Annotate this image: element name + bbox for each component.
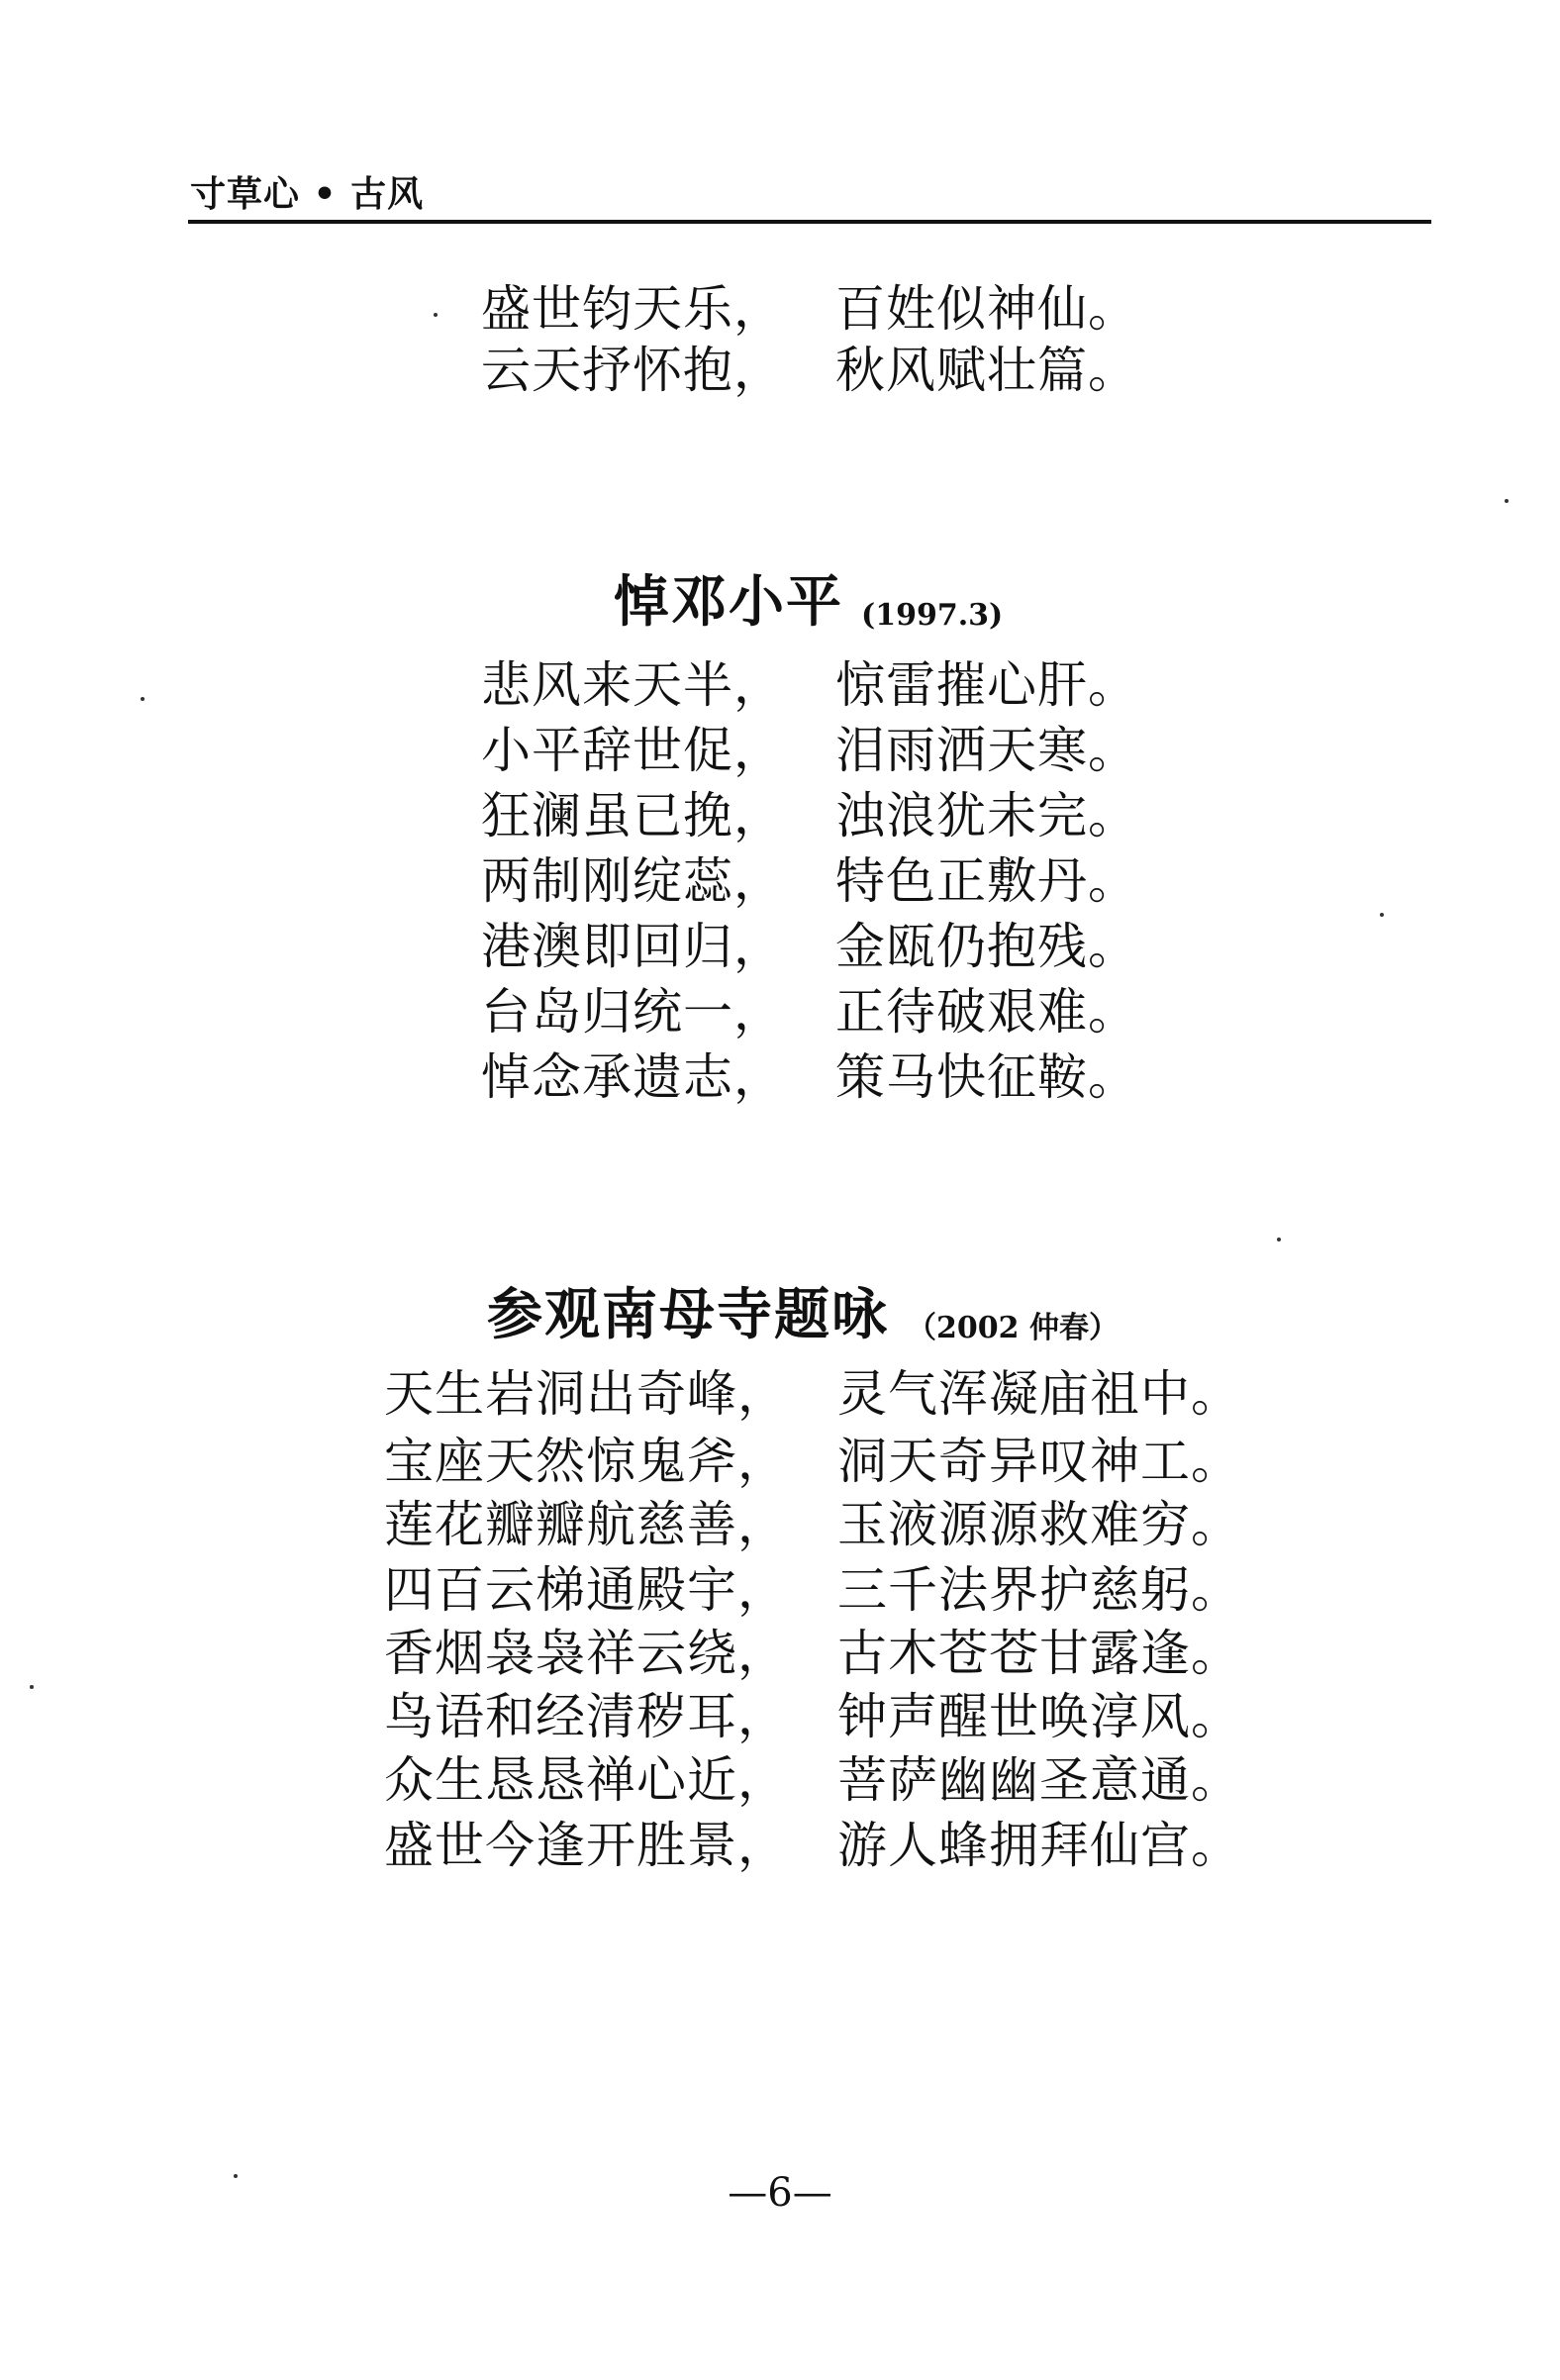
- verse-first-half: 香烟袅袅祥云绕，: [384, 1625, 788, 1682]
- scan-speck: [30, 1685, 34, 1689]
- scan-speck: [141, 697, 145, 701]
- verse-first-half: 港澳即回归，: [481, 918, 784, 975]
- verse-first-half: 众生恳恳禅心近，: [384, 1751, 788, 1809]
- verse-second-half: 策马快征鞍。: [835, 1048, 1138, 1106]
- verse-first-half: 小平辞世促，: [481, 722, 784, 779]
- verse-first-half: 盛世钧天乐，: [481, 280, 784, 338]
- poem-title: 悼邓小平: [614, 570, 843, 635]
- poem-date: (1997.3): [861, 598, 1004, 633]
- verse-second-half: 灵气浑凝庙祖中。: [837, 1365, 1241, 1423]
- verse-second-half: 古木苍苍甘露逢。: [837, 1625, 1241, 1682]
- verse-first-half: 悲风来天半，: [481, 656, 784, 714]
- verse-second-half: 洞天奇异叹神工。: [837, 1433, 1241, 1490]
- verse-first-half: 台岛归统一，: [481, 983, 784, 1041]
- verse-second-half: 百姓似神仙。: [835, 280, 1138, 338]
- verse-second-half: 特色正敷丹。: [835, 852, 1138, 910]
- poem-title-row: [487, 1271, 1119, 1350]
- poem-title: 参观南母寺题咏: [487, 1283, 889, 1347]
- verse-second-half: 泪雨洒天寒。: [835, 722, 1138, 779]
- verse-second-half: 钟声醒世唤淳风。: [837, 1688, 1241, 1745]
- verse-second-half: 游人蜂拥拜仙宫。: [837, 1817, 1241, 1874]
- verse-second-half: 菩萨幽幽圣意通。: [837, 1751, 1241, 1809]
- scan-speck: [434, 313, 438, 317]
- scan-speck: [1277, 1238, 1281, 1241]
- verse-second-half: 金瓯仍抱残。: [835, 918, 1138, 975]
- scan-speck: [234, 2174, 238, 2178]
- verse-first-half: 天生岩洞出奇峰，: [384, 1365, 788, 1423]
- verse-first-half: 狂澜虽已挽，: [481, 787, 784, 844]
- verse-second-half: 浊浪犹未完。: [835, 787, 1138, 844]
- verse-second-half: 三千法界护慈躬。: [837, 1561, 1241, 1619]
- verse-second-half: 惊雷摧心肝。: [835, 656, 1138, 714]
- running-header: 寸草心 • 古风: [190, 174, 425, 215]
- page-number: —6—: [728, 2170, 832, 2216]
- verse-first-half: 四百云梯通殿宇，: [384, 1561, 788, 1619]
- scan-speck: [1380, 913, 1384, 917]
- verse-first-half: 莲花瓣瓣航慈善，: [384, 1496, 788, 1553]
- verse-first-half: 宝座天然惊鬼斧，: [384, 1433, 788, 1490]
- poem-title-row: [614, 558, 1003, 638]
- header-rule: [188, 220, 1431, 224]
- verse-first-half: 鸟语和经清秽耳，: [384, 1688, 788, 1745]
- verse-second-half: 玉液源源救难穷。: [837, 1496, 1241, 1553]
- verse-first-half: 两制刚绽蕊，: [481, 852, 784, 910]
- verse-first-half: 盛世今逢开胜景，: [384, 1817, 788, 1874]
- poem-date: （2002 仲春）: [907, 1311, 1119, 1345]
- verse-second-half: 秋风赋壮篇。: [835, 342, 1138, 399]
- verse-first-half: 云天抒怀抱，: [481, 342, 784, 399]
- verse-first-half: 悼念承遗志，: [481, 1048, 784, 1106]
- verse-second-half: 正待破艰难。: [835, 983, 1138, 1041]
- scan-speck: [1505, 499, 1509, 503]
